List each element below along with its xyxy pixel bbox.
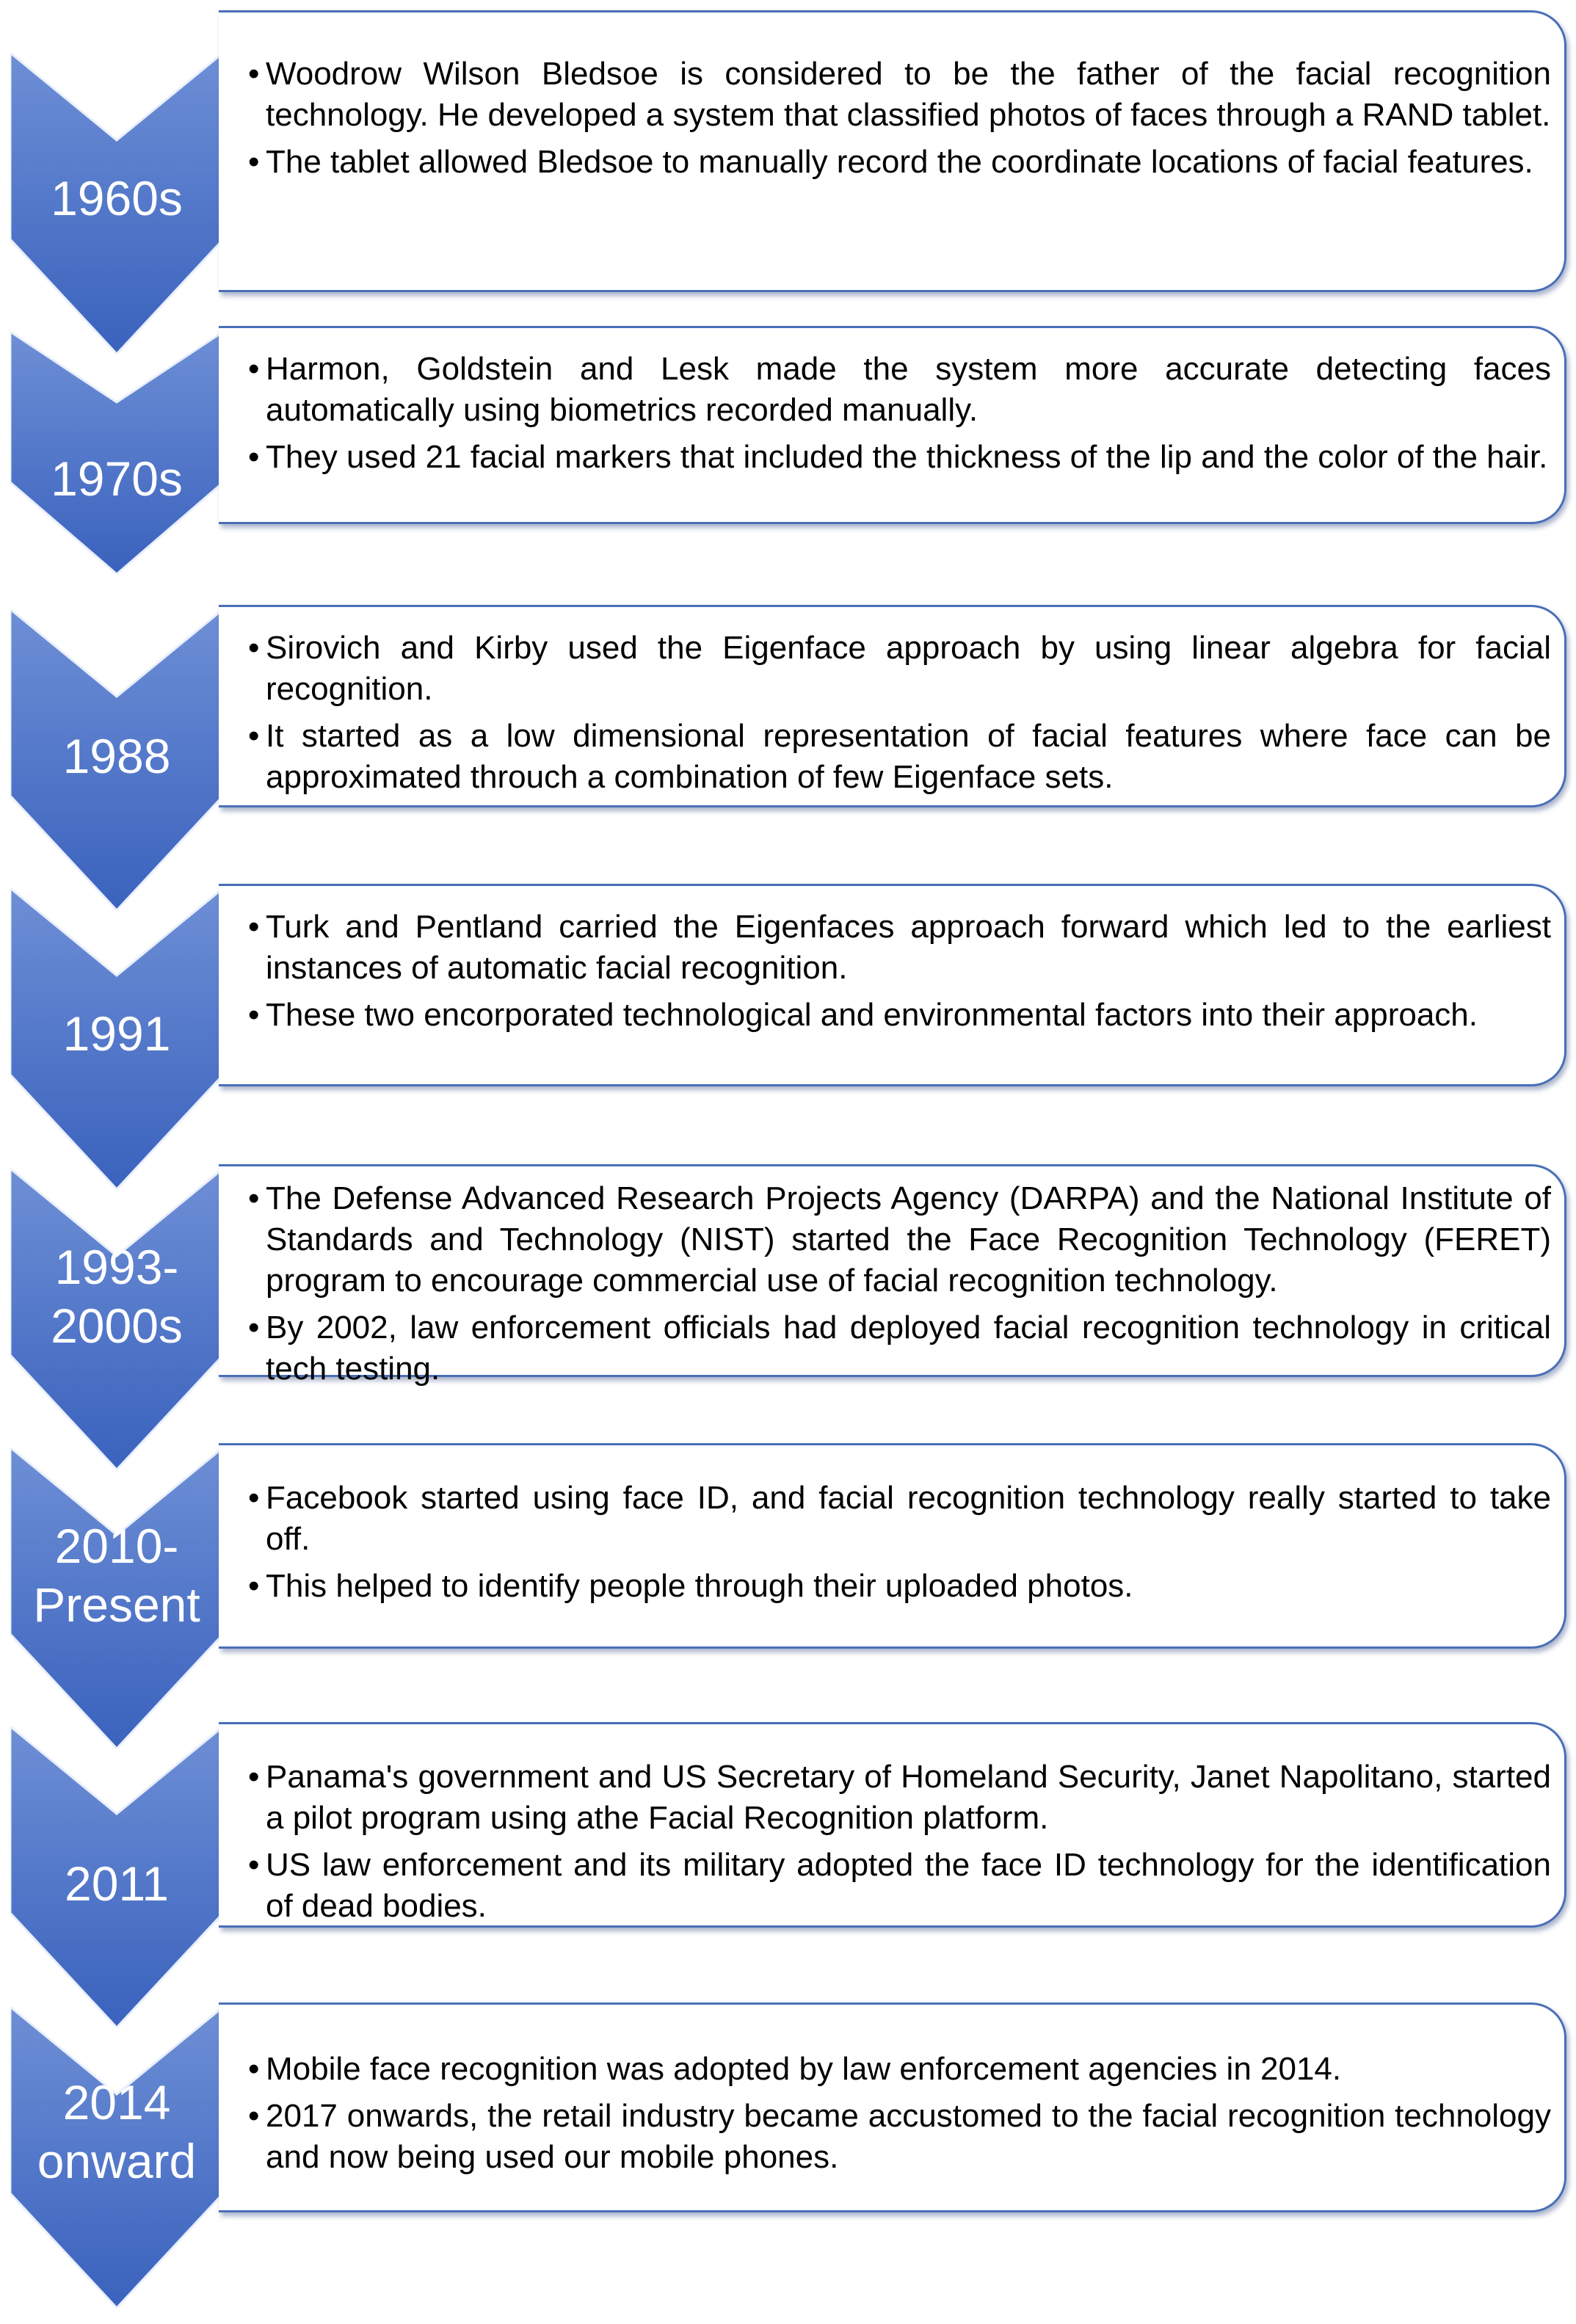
bullet-list xyxy=(219,886,1564,1036)
bullet-list xyxy=(219,1166,1564,1390)
bullet-item: • Panama's government and US Secretary of Homeland Security, Janet Napolitano, started a pilot program using athe Facial Recognition platform. xyxy=(248,1757,1551,1839)
bullet-item: • Facebook started using face ID, and facial recognition technology really started to take off. xyxy=(248,1478,1551,1560)
period-label xyxy=(10,1854,223,1913)
bullet-item: • By 2002, law enforcement officials had deployed facial recognition technology in critical tech testing. xyxy=(248,1307,1551,1390)
timeline-description-box xyxy=(219,2002,1566,2212)
bullet-item: • Turk and Pentland carried the Eigenfaces approach forward which led to the earliest instances of automatic facial recognition. xyxy=(248,907,1551,989)
period-label xyxy=(10,1238,223,1355)
period-label-line: 1988 xyxy=(62,729,171,783)
bullet-list xyxy=(219,12,1564,183)
period-label-line: 2000s xyxy=(51,1299,183,1353)
bullet-list xyxy=(219,2005,1564,2178)
bullet-item: • These two encorporated technological and environmental factors into their approach. xyxy=(248,995,1551,1036)
period-label-line: 2010- xyxy=(54,1519,179,1573)
period-label-line: 2011 xyxy=(65,1856,169,1911)
bullet-item: • Harmon, Goldstein and Lesk made the system more accurate detecting faces automatically using biometrics recorded manually. xyxy=(248,349,1551,431)
period-label-line: 1993- xyxy=(54,1240,179,1294)
timeline-description-box xyxy=(219,1443,1566,1649)
bullet-item: • 2017 onwards, the retail industry became accustomed to the facial recognition technology and now being used our mobile phones. xyxy=(248,2096,1551,2178)
bullet-item: • Mobile face recognition was adopted by law enforcement agencies in 2014. xyxy=(248,2049,1551,2090)
timeline-description-box xyxy=(219,1164,1566,1387)
period-label-line: 2014 xyxy=(62,2075,171,2129)
period-label xyxy=(10,727,223,785)
timeline-description-box xyxy=(219,326,1566,524)
bullet-item: • US law enforcement and its military adopted the face ID technology for the identification of dead bodies. xyxy=(248,1845,1551,1927)
period-label-line: Present xyxy=(33,1577,200,1632)
timeline-description-box xyxy=(219,605,1566,807)
period-label xyxy=(10,2073,223,2190)
period-label xyxy=(10,449,223,508)
bullet-item: • Woodrow Wilson Bledsoe is considered to be the father of the facial recognition technology. He developed a system that classified photos of faces through a RAND tablet. xyxy=(248,54,1551,136)
period-label xyxy=(10,1004,223,1063)
timeline-description-box xyxy=(219,10,1566,292)
bullet-item: • Sirovich and Kirby used the Eigenface approach by using linear algebra for facial recognition. xyxy=(248,628,1551,710)
bullet-item: • This helped to identify people through their uploaded photos. xyxy=(248,1566,1551,1607)
bullet-list xyxy=(219,607,1564,798)
bullet-item: • The tablet allowed Bledsoe to manually record the coordinate locations of facial features. xyxy=(248,142,1551,183)
period-label-line: 1991 xyxy=(62,1006,171,1061)
period-label-line: 1970s xyxy=(51,451,183,506)
bullet-list xyxy=(219,1445,1564,1607)
bullet-item: • The Defense Advanced Research Projects Agency (DARPA) and the National Institute of Standards and Technology (NIST) started the Face Recognition Technology (FERET) program to encourage commercial use of facial recognition technology. xyxy=(248,1178,1551,1301)
period-label-line: 1960s xyxy=(51,171,183,225)
timeline-description-box xyxy=(219,884,1566,1086)
period-label xyxy=(10,169,223,228)
bullet-list xyxy=(219,1724,1564,1927)
bullet-item: • It started as a low dimensional representation of facial features where face can be approximated throuch a combination of few Eigenface sets. xyxy=(248,716,1551,798)
timeline-description-box xyxy=(219,1722,1566,1928)
period-label-line: onward xyxy=(37,2134,197,2188)
period-label xyxy=(10,1517,223,1634)
bullet-list xyxy=(219,328,1564,478)
bullet-item: • They used 21 facial markers that included the thickness of the lip and the color of the hair. xyxy=(248,437,1551,478)
